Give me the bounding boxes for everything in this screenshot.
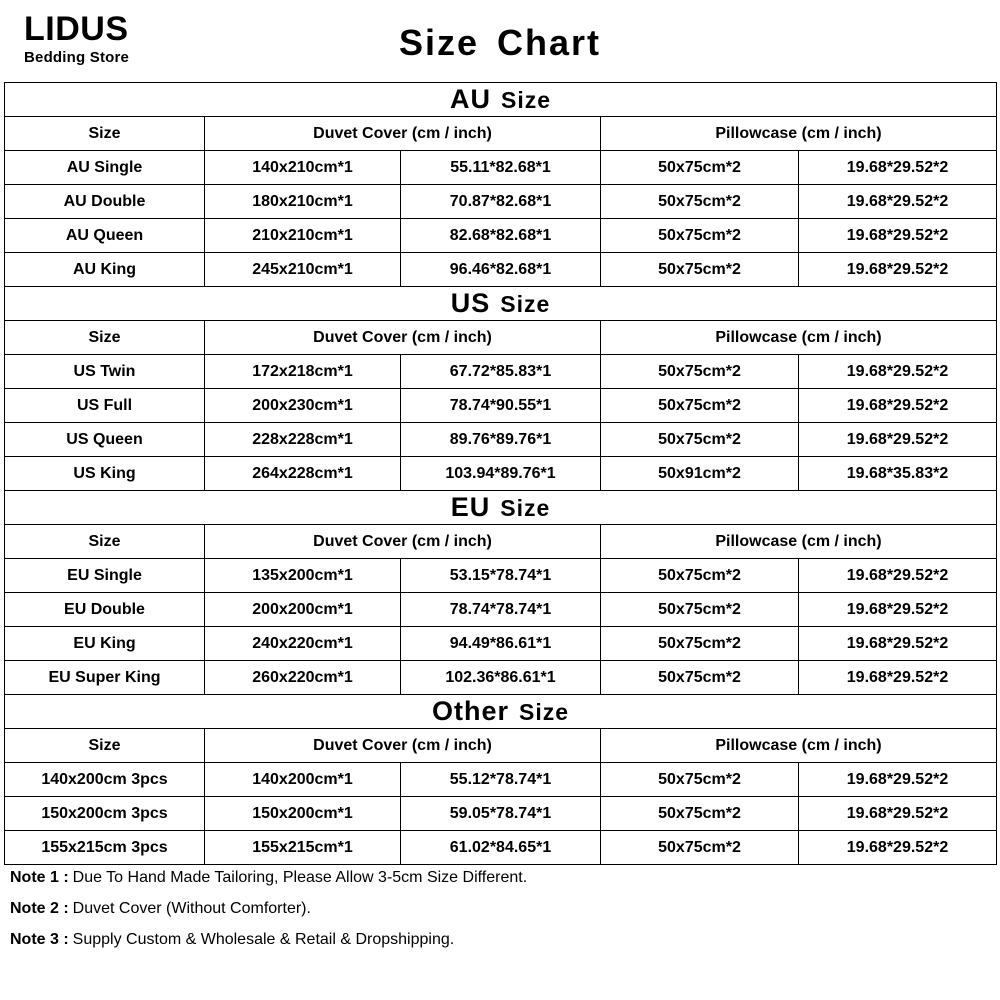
cell-pillow-inch: 19.68*35.83*2: [799, 457, 997, 491]
page-title: [4, 22, 996, 64]
section-band-sub: Size: [500, 495, 551, 521]
cell-size-name: EU King: [5, 627, 205, 661]
cell-size-name: AU Single: [5, 151, 205, 185]
column-header-duvet: Duvet Cover (cm / inch): [205, 117, 601, 151]
table-row: [5, 627, 997, 661]
column-header-size: Size: [5, 729, 205, 763]
cell-pillow-inch: 19.68*29.52*2: [799, 355, 997, 389]
cell-duvet-cm: 264x228cm*1: [205, 457, 401, 491]
cell-duvet-inch: 82.68*82.68*1: [401, 219, 601, 253]
table-row: [5, 661, 997, 695]
cell-duvet-inch: 53.15*78.74*1: [401, 559, 601, 593]
cell-pillow-inch: 19.68*29.52*2: [799, 151, 997, 185]
cell-duvet-inch: 55.12*78.74*1: [401, 763, 601, 797]
cell-size-name: AU Double: [5, 185, 205, 219]
section-band-sub: Size: [500, 87, 552, 113]
cell-duvet-inch: 103.94*89.76*1: [401, 457, 601, 491]
section-band-main: US: [450, 288, 491, 318]
column-header-duvet: Duvet Cover (cm / inch): [205, 321, 601, 355]
cell-duvet-cm: 200x200cm*1: [205, 593, 401, 627]
cell-pillow-cm: 50x75cm*2: [601, 219, 799, 253]
section-band: [5, 83, 997, 117]
note-row: [10, 932, 996, 963]
cell-duvet-cm: 135x200cm*1: [205, 559, 401, 593]
table-row: [5, 219, 997, 253]
cell-duvet-cm: 140x210cm*1: [205, 151, 401, 185]
section-band-label: [5, 83, 997, 117]
table-row: [5, 185, 997, 219]
brand-name: LIDUS: [24, 10, 129, 48]
cell-pillow-inch: 19.68*29.52*2: [799, 219, 997, 253]
cell-pillow-cm: 50x75cm*2: [601, 355, 799, 389]
cell-duvet-cm: 140x200cm*1: [205, 763, 401, 797]
cell-duvet-inch: 78.74*90.55*1: [401, 389, 601, 423]
cell-pillow-inch: 19.68*29.52*2: [799, 763, 997, 797]
column-header-size: Size: [5, 321, 205, 355]
cell-duvet-cm: 150x200cm*1: [205, 797, 401, 831]
cell-pillow-inch: 19.68*29.52*2: [799, 661, 997, 695]
note-text: Supply Custom & Wholesale & Retail & Dropshipping.: [72, 931, 455, 948]
cell-pillow-cm: 50x75cm*2: [601, 763, 799, 797]
section-band: [5, 491, 997, 525]
note-label: Note 2 :: [10, 900, 69, 917]
note-label: Note 1 :: [10, 869, 69, 886]
size-tables: [4, 82, 996, 865]
table-row: [5, 253, 997, 287]
cell-duvet-cm: 228x228cm*1: [205, 423, 401, 457]
cell-size-name: AU King: [5, 253, 205, 287]
cell-pillow-cm: 50x75cm*2: [601, 831, 799, 865]
note-text: Duvet Cover (Without Comforter).: [72, 900, 311, 917]
cell-duvet-inch: 61.02*84.65*1: [401, 831, 601, 865]
column-header-row: [5, 729, 997, 763]
cell-pillow-cm: 50x75cm*2: [601, 151, 799, 185]
cell-duvet-cm: 200x230cm*1: [205, 389, 401, 423]
cell-pillow-cm: 50x91cm*2: [601, 457, 799, 491]
cell-duvet-cm: 260x220cm*1: [205, 661, 401, 695]
column-header-row: [5, 321, 997, 355]
section-band-label: [5, 695, 997, 729]
cell-pillow-inch: 19.68*29.52*2: [799, 389, 997, 423]
page-title-word-1: Size: [398, 22, 480, 63]
table-row: [5, 423, 997, 457]
cell-size-name: US Queen: [5, 423, 205, 457]
cell-size-name: EU Single: [5, 559, 205, 593]
cell-duvet-cm: 245x210cm*1: [205, 253, 401, 287]
cell-duvet-inch: 78.74*78.74*1: [401, 593, 601, 627]
cell-size-name: 150x200cm 3pcs: [5, 797, 205, 831]
table-row: [5, 797, 997, 831]
note-row: [10, 870, 996, 901]
section-band: [5, 287, 997, 321]
cell-duvet-inch: 96.46*82.68*1: [401, 253, 601, 287]
note-text: Due To Hand Made Tailoring, Please Allow 3-5cm Size Different.: [72, 869, 528, 886]
table-row: [5, 559, 997, 593]
cell-pillow-cm: 50x75cm*2: [601, 797, 799, 831]
section-band-sub: Size: [518, 699, 570, 725]
cell-pillow-inch: 19.68*29.52*2: [799, 423, 997, 457]
table-row: [5, 151, 997, 185]
cell-pillow-inch: 19.68*29.52*2: [799, 831, 997, 865]
table-row: [5, 457, 997, 491]
cell-pillow-inch: 19.68*29.52*2: [799, 185, 997, 219]
column-header-row: [5, 117, 997, 151]
section-band-label: [5, 491, 997, 525]
table-row: [5, 593, 997, 627]
cell-duvet-cm: 180x210cm*1: [205, 185, 401, 219]
column-header-size: Size: [5, 117, 205, 151]
cell-size-name: EU Double: [5, 593, 205, 627]
cell-size-name: EU Super King: [5, 661, 205, 695]
cell-duvet-inch: 102.36*86.61*1: [401, 661, 601, 695]
size-chart-table: [4, 82, 997, 865]
table-row: [5, 763, 997, 797]
cell-duvet-cm: 155x215cm*1: [205, 831, 401, 865]
cell-duvet-cm: 210x210cm*1: [205, 219, 401, 253]
cell-pillow-cm: 50x75cm*2: [601, 559, 799, 593]
table-row: [5, 355, 997, 389]
cell-pillow-cm: 50x75cm*2: [601, 593, 799, 627]
column-header-row: [5, 525, 997, 559]
cell-size-name: US King: [5, 457, 205, 491]
page-header: [4, 0, 996, 82]
cell-duvet-inch: 94.49*86.61*1: [401, 627, 601, 661]
column-header-pillowcase: Pillowcase (cm / inch): [601, 729, 997, 763]
cell-size-name: US Full: [5, 389, 205, 423]
column-header-pillowcase: Pillowcase (cm / inch): [601, 525, 997, 559]
cell-duvet-inch: 67.72*85.83*1: [401, 355, 601, 389]
note-label: Note 3 :: [10, 931, 69, 948]
cell-pillow-inch: 19.68*29.52*2: [799, 593, 997, 627]
column-header-size: Size: [5, 525, 205, 559]
table-row: [5, 831, 997, 865]
cell-pillow-cm: 50x75cm*2: [601, 389, 799, 423]
section-band-sub: Size: [500, 291, 551, 317]
section-band-main: EU: [450, 492, 491, 522]
cell-duvet-inch: 89.76*89.76*1: [401, 423, 601, 457]
cell-size-name: US Twin: [5, 355, 205, 389]
column-header-pillowcase: Pillowcase (cm / inch): [601, 321, 997, 355]
cell-duvet-inch: 55.11*82.68*1: [401, 151, 601, 185]
cell-pillow-inch: 19.68*29.52*2: [799, 627, 997, 661]
cell-pillow-cm: 50x75cm*2: [601, 627, 799, 661]
cell-size-name: AU Queen: [5, 219, 205, 253]
section-band: [5, 695, 997, 729]
notes-block: [4, 870, 996, 963]
cell-pillow-cm: 50x75cm*2: [601, 423, 799, 457]
cell-duvet-cm: 240x220cm*1: [205, 627, 401, 661]
page-title-word-2: Chart: [497, 22, 602, 63]
column-header-duvet: Duvet Cover (cm / inch): [205, 525, 601, 559]
cell-pillow-inch: 19.68*29.52*2: [799, 797, 997, 831]
cell-duvet-inch: 70.87*82.68*1: [401, 185, 601, 219]
cell-duvet-inch: 59.05*78.74*1: [401, 797, 601, 831]
column-header-pillowcase: Pillowcase (cm / inch): [601, 117, 997, 151]
brand-subtitle: Bedding Store: [24, 48, 130, 66]
section-band-main: Other: [431, 696, 509, 726]
cell-pillow-cm: 50x75cm*2: [601, 661, 799, 695]
cell-duvet-cm: 172x218cm*1: [205, 355, 401, 389]
cell-pillow-inch: 19.68*29.52*2: [799, 559, 997, 593]
cell-size-name: 140x200cm 3pcs: [5, 763, 205, 797]
table-row: [5, 389, 997, 423]
section-band-label: [5, 287, 997, 321]
column-header-duvet: Duvet Cover (cm / inch): [205, 729, 601, 763]
note-row: [10, 901, 996, 932]
cell-pillow-inch: 19.68*29.52*2: [799, 253, 997, 287]
cell-pillow-cm: 50x75cm*2: [601, 253, 799, 287]
section-band-main: AU: [449, 84, 491, 114]
cell-size-name: 155x215cm 3pcs: [5, 831, 205, 865]
cell-pillow-cm: 50x75cm*2: [601, 185, 799, 219]
